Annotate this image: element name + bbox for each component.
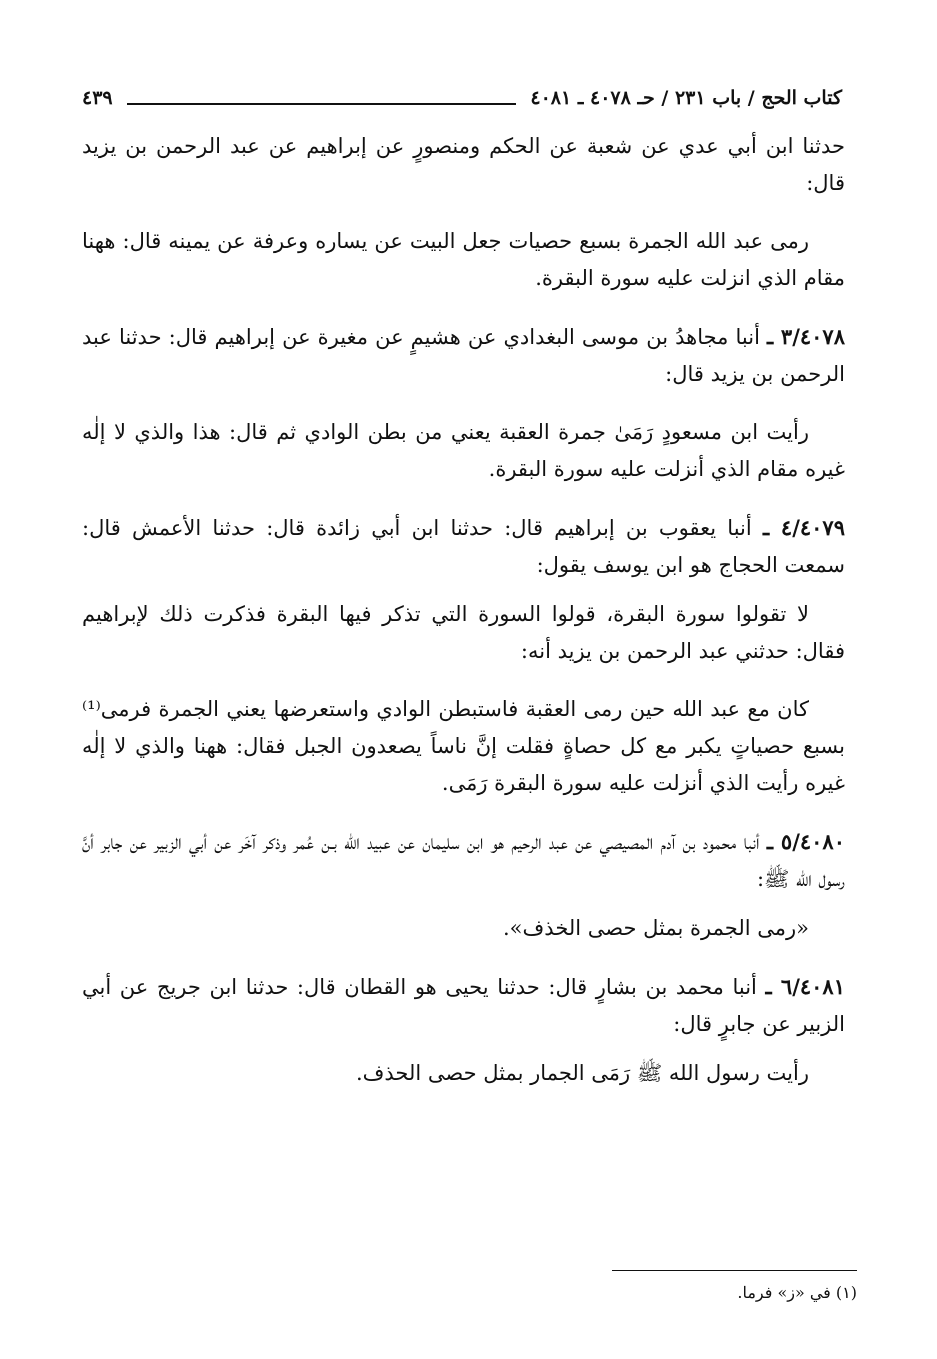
hadith-number: ٣/٤٠٧٨ ـ <box>767 324 845 349</box>
paragraph-text: رأيت ابن مسعودٍ رَمَىٰ جمرة العقبة يعني من بطن الوادي ثم قال: هذا والذي لا إلٰه غيره مقام الذي أنزلت عليه سورة البقرة. <box>82 420 845 481</box>
hadith-number: ٥/٤٠٨٠ ـ <box>766 829 845 854</box>
hadith-number: ٤/٤٠٧٩ ـ <box>762 515 845 540</box>
paragraph-text: رأيت رسول الله ﷺ رَمَى الجمار بمثل حصى الحذف. <box>355 1061 809 1085</box>
quoted-paragraph <box>82 223 845 297</box>
paragraph-text: أنبا يعقوب بن إبراهيم قال: حدثنا ابن أبي زائدة قال: حدثنا الأعمش قال: سمعت الحجاج هو ابن يوسف يقول: <box>82 516 845 577</box>
hadith-number: ٦/٤٠٨١ ـ <box>765 974 845 999</box>
header-title: كتاب الحج / باب ٢٣١ / حـ ٤٠٧٨ ـ ٤٠٨١ <box>530 87 842 109</box>
paragraph-text: أنبا محمد بن بشارٍ قال: حدثنا يحيى هو القطان قال: حدثنا ابن جريج عن أبي الزبير عن جابرٍ قال: <box>82 975 845 1036</box>
footnote-rule <box>612 1270 857 1271</box>
quoted-paragraph <box>82 691 845 802</box>
quoted-paragraph <box>82 596 845 670</box>
quoted-paragraph <box>82 414 845 488</box>
paragraph-text: أنبا محمود بن آدم المصيصي عن عبد الرحيم هو ابن سليمان عن عبيد الله بـن عُمر وذكر آخَر عن أبي الزبير عن جابر أنَّ رسول الله ﷺ: <box>82 830 845 891</box>
paragraph-text: أنبا مجاهدُ بن موسى البغدادي عن هشيمٍ عن مغيرة عن إبراهيم قال: حدثنا عبد الرحمن بن يزيد قال: <box>82 325 845 386</box>
footnote: (١) في «ز» فرما. <box>737 1283 857 1302</box>
paragraph-text: حدثنا ابن أبي عدي عن شعبة عن الحكم ومنصورٍ عن إبراهيم عن عبد الرحمن بن يزيد قال: <box>82 134 845 195</box>
quoted-paragraph <box>82 910 845 947</box>
paragraph-text: لا تقولوا سورة البقرة، قولوا السورة التي تذكر فيها البقرة فذكرت ذلك لإبراهيم فقال: حدثني عبد الرحمن بن يزيد أنه: <box>82 602 845 663</box>
header-rule <box>127 103 517 105</box>
hadith-entry <box>82 318 845 393</box>
hadith-entry <box>82 509 845 584</box>
paragraph <box>82 128 845 202</box>
hadith-entry <box>82 823 845 898</box>
paragraph-text: «رمى الجمرة بمثل حصى الخذف». <box>503 916 809 940</box>
paragraph-text: رمى عبد الله الجمرة بسبع حصيات جعل البيت عن يساره وعرفة عن يمينه قال: ههنا مقام الذي انزلت عليه سورة البقرة. <box>82 229 845 290</box>
quoted-paragraph <box>82 1055 845 1092</box>
paragraph-text: كان مع عبد الله حين رمى العقبة فاستبطن الوادي واستعرضها يعني الجمرة فرمى⁽¹⁾ بسبع حصياتٍ يكبر مع كل حصاةٍ فقلت إنَّ ناساً يصعدون الجبل فقال: ههنا والذي لا إلٰه غيره رأيت الذي أنزلت عليه سورة البقرة رَمَى. <box>82 697 845 795</box>
hadith-entry <box>82 968 845 1043</box>
page-number: ٤٣٩ <box>82 87 113 109</box>
main-text <box>82 128 845 1113</box>
running-header <box>82 80 842 116</box>
